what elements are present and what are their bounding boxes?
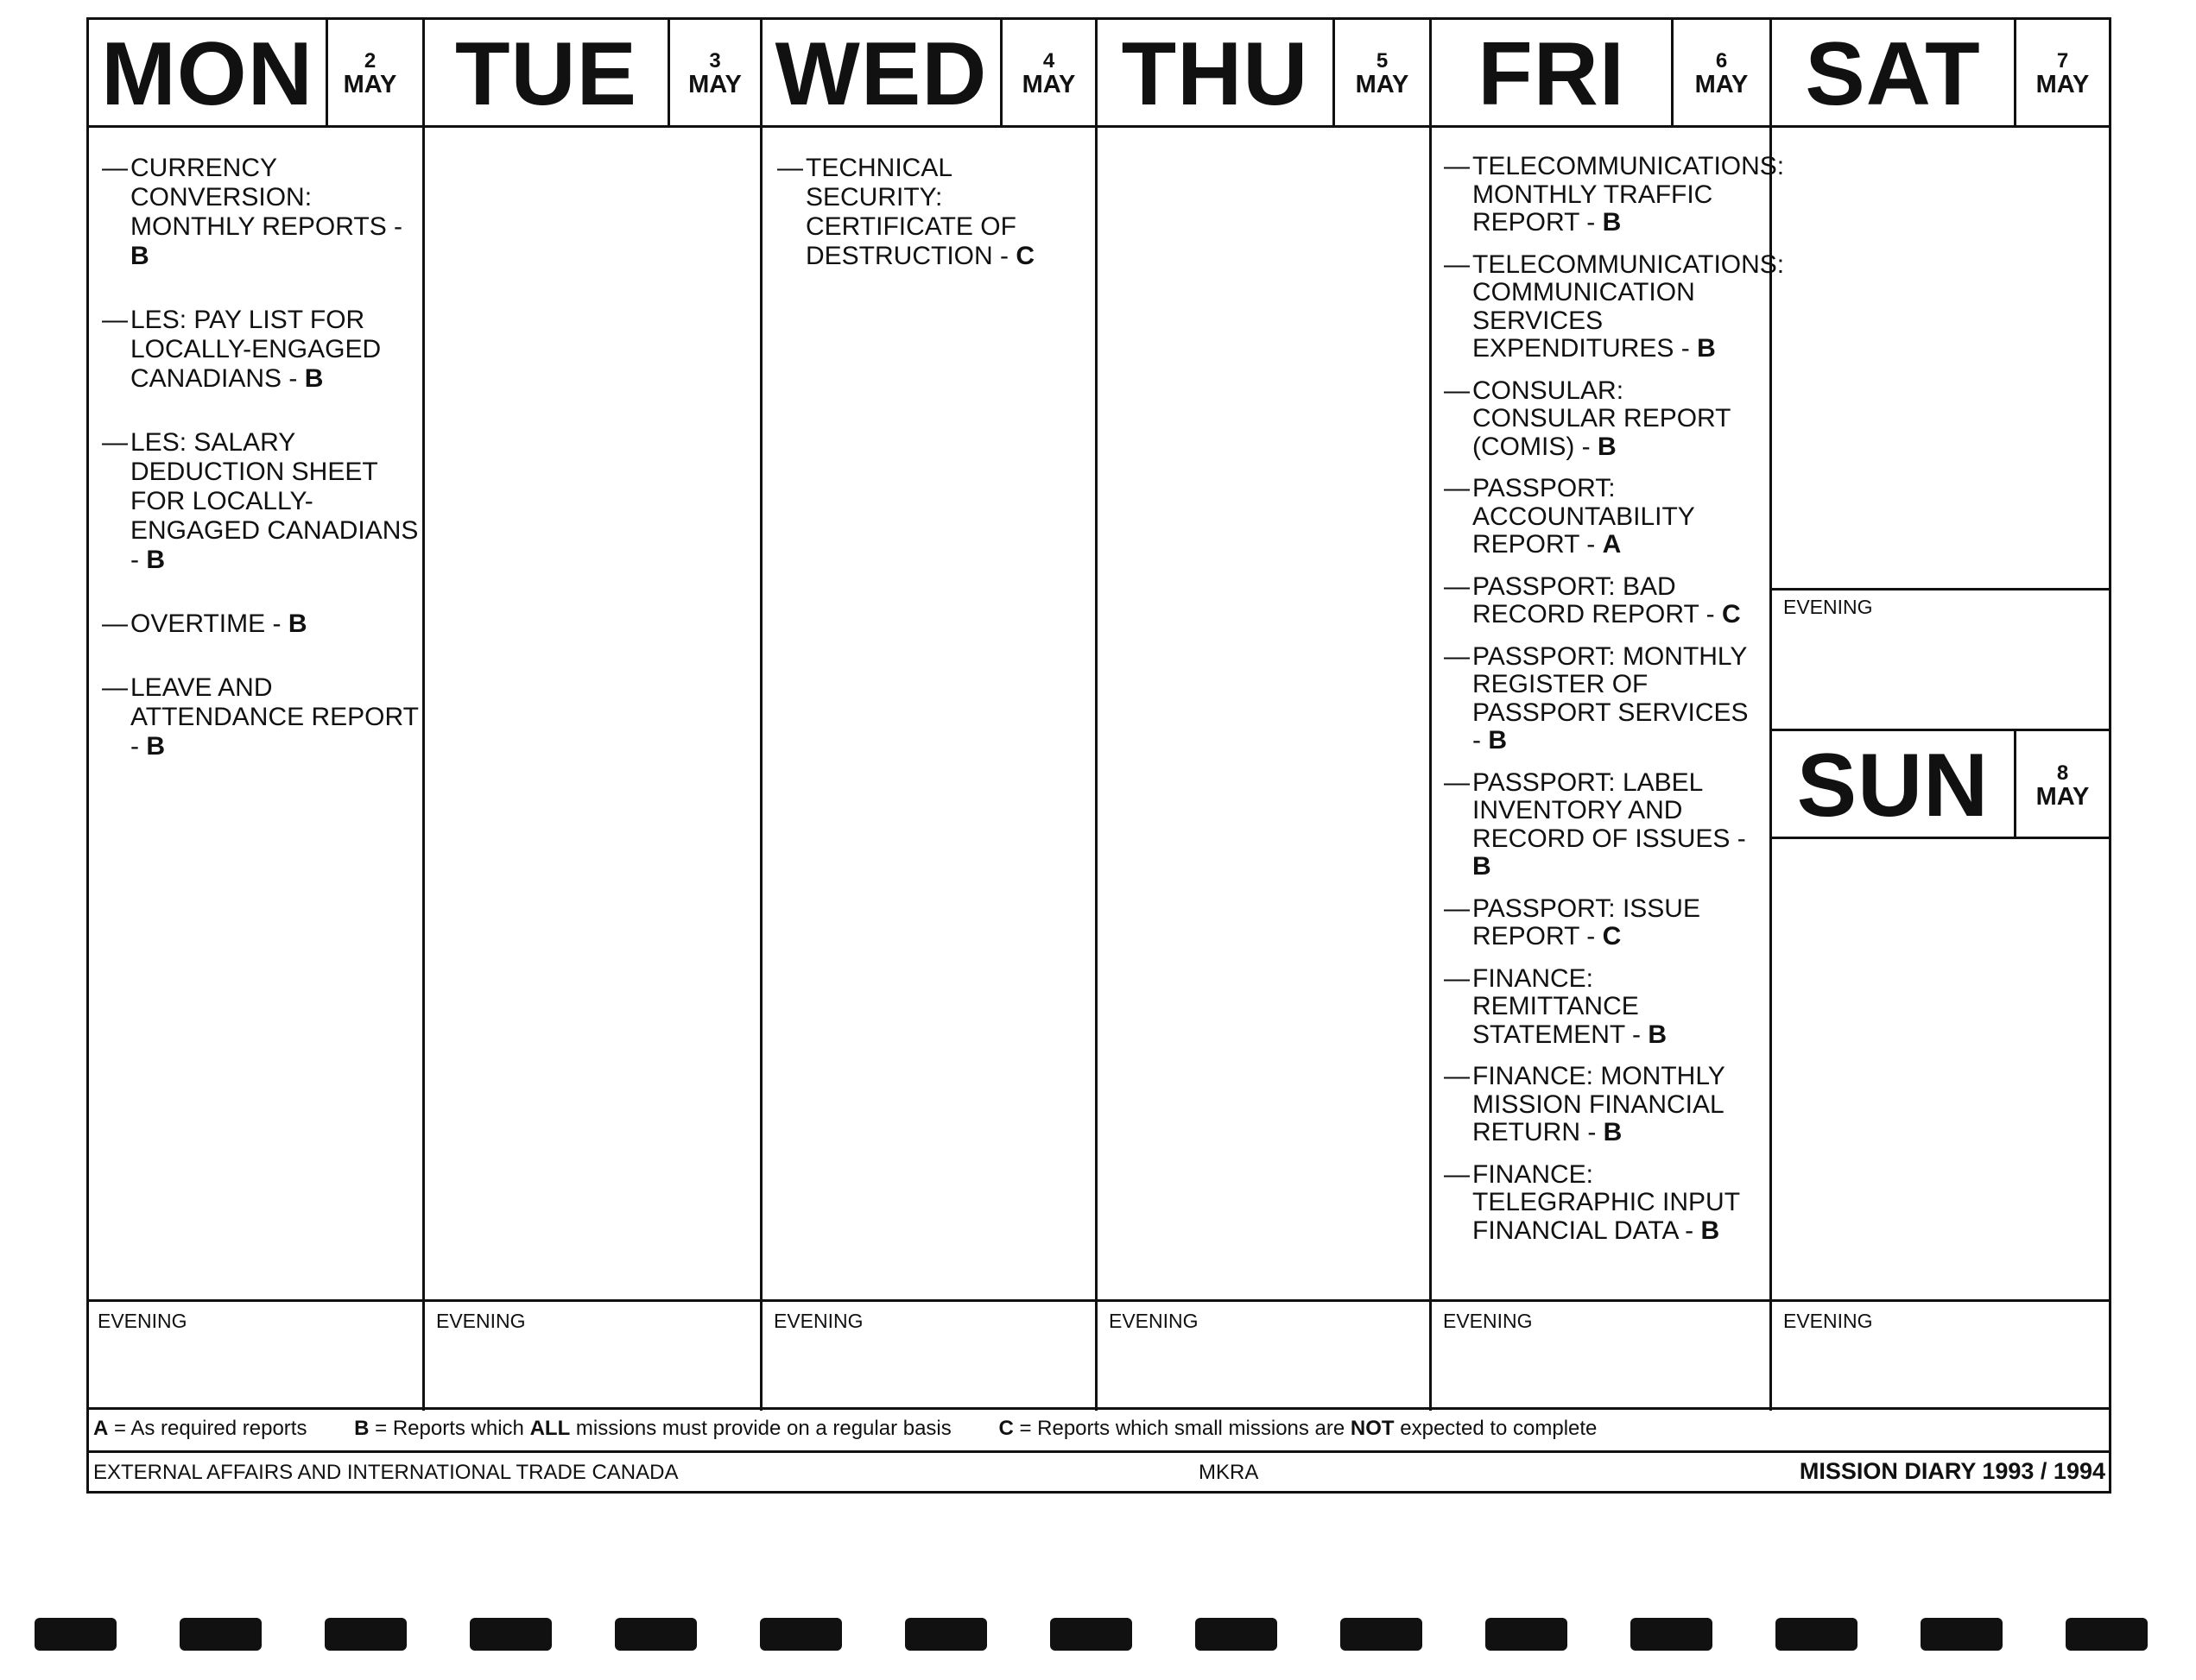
date-wed: 4 MAY xyxy=(1022,49,1076,99)
punch-hole xyxy=(615,1618,697,1651)
footer-title: MISSION DIARY 1993 / 1994 xyxy=(1799,1458,2105,1484)
punch-hole xyxy=(1921,1618,2003,1651)
footer-rule xyxy=(86,1450,2111,1453)
date-sat: 7 MAY xyxy=(2035,49,2090,99)
column-divider xyxy=(422,17,425,1411)
list-item: — PASSPORT: ISSUE REPORT - C xyxy=(1444,895,1763,951)
list-item: — PASSPORT: BAD RECORD REPORT - C xyxy=(1444,573,1763,629)
evening-label-tue: EVENING xyxy=(436,1310,526,1332)
sat-evening-rule xyxy=(1769,588,2111,591)
day-name-sun: SUN xyxy=(1796,736,1990,836)
list-item: — FINANCE: TELEGRAPHIC INPUT FINANCIAL DATA - B xyxy=(1444,1161,1763,1246)
list-item: — PASSPORT: MONTHLY REGISTER OF PASSPORT SERVICES - B xyxy=(1444,643,1763,755)
legend-b: B = Reports which ALL missions must provide on a regular basis xyxy=(354,1417,952,1440)
punch-hole xyxy=(1050,1618,1132,1651)
evening-label-mon: EVENING xyxy=(98,1310,187,1332)
day-name-fri: FRI xyxy=(1478,24,1625,124)
list-item: — CONSULAR: CONSULAR REPORT (COMIS) - B xyxy=(1444,377,1763,462)
punch-hole xyxy=(760,1618,842,1651)
evening-rule xyxy=(86,1299,2111,1302)
list-item: — LEAVE AND ATTENDANCE REPORT - B xyxy=(102,673,420,761)
day-name-mon: MON xyxy=(101,24,313,124)
day-name-thu: THU xyxy=(1121,24,1309,124)
mon-report-list xyxy=(102,154,420,796)
legend-a: A = As required reports xyxy=(93,1417,307,1440)
sun-header-top-rule xyxy=(1769,729,2111,731)
list-item: — TECHNICAL SECURITY: CERTIFICATE OF DESTRUCTION - C xyxy=(777,154,1079,271)
fri-report-list xyxy=(1444,152,1785,1259)
column-divider xyxy=(1095,17,1098,1411)
punch-hole xyxy=(1630,1618,1712,1651)
list-item: — CURRENCY CONVERSION: MONTHLY REPORTS - B xyxy=(102,154,420,271)
punch-hole xyxy=(325,1618,407,1651)
header-rule xyxy=(86,125,2111,128)
list-item: — TELECOMMUNICATIONS: COMMUNICATION SERVICES EXPENDITURES - B xyxy=(1444,251,1763,363)
legend-c: C = Reports which small missions are NOT expected to complete xyxy=(998,1417,1598,1440)
date-mon: 2 MAY xyxy=(343,49,397,99)
list-item: — LES: SALARY DEDUCTION SHEET FOR LOCALLY-ENGAGED CANADIANS - B xyxy=(102,428,420,575)
punch-hole xyxy=(1195,1618,1277,1651)
sun-header-bottom-rule xyxy=(1769,837,2111,839)
evening-label-fri: EVENING xyxy=(1443,1310,1533,1332)
legend xyxy=(93,1417,1638,1441)
list-item: — FINANCE: REMITTANCE STATEMENT - B xyxy=(1444,965,1763,1050)
punch-hole xyxy=(470,1618,552,1651)
date-fri: 6 MAY xyxy=(1694,49,1749,99)
list-item: — PASSPORT: LABEL INVENTORY AND RECORD OF ISSUES - B xyxy=(1444,769,1763,881)
punch-hole xyxy=(905,1618,987,1651)
list-item: — PASSPORT: ACCOUNTABILITY REPORT - A xyxy=(1444,475,1763,559)
date-sun: 8 MAY xyxy=(2035,761,2090,812)
column-divider xyxy=(1769,17,1772,1411)
punch-hole xyxy=(2066,1618,2148,1651)
list-item: — FINANCE: MONTHLY MISSION FINANCIAL RETURN - B xyxy=(1444,1063,1763,1147)
wed-report-list xyxy=(777,154,1079,306)
evening-label-thu: EVENING xyxy=(1109,1310,1199,1332)
list-item: — TELECOMMUNICATIONS: MONTHLY TRAFFIC REPORT - B xyxy=(1444,153,1763,237)
punch-hole xyxy=(1485,1618,1567,1651)
day-name-wed: WED xyxy=(775,24,988,124)
list-item: — LES: PAY LIST FOR LOCALLY-ENGAGED CANADIANS - B xyxy=(102,306,420,394)
evening-label-wed: EVENING xyxy=(774,1310,864,1332)
legend-rule xyxy=(86,1407,2111,1410)
list-item: — OVERTIME - B xyxy=(102,609,420,639)
date-tue: 3 MAY xyxy=(688,49,742,99)
day-name-sat: SAT xyxy=(1805,24,1981,124)
punch-hole xyxy=(180,1618,262,1651)
punch-hole xyxy=(1775,1618,1857,1651)
column-divider xyxy=(1429,17,1432,1411)
day-name-tue: TUE xyxy=(455,24,637,124)
footer-code: MKRA xyxy=(1199,1461,1259,1484)
date-thu: 5 MAY xyxy=(1355,49,1409,99)
column-divider xyxy=(760,17,763,1411)
evening-label-sat-upper: EVENING xyxy=(1783,596,1873,618)
evening-label-sat: EVENING xyxy=(1783,1310,1873,1332)
footer-organization: EXTERNAL AFFAIRS AND INTERNATIONAL TRADE CANADA xyxy=(93,1461,679,1484)
punch-hole xyxy=(1340,1618,1422,1651)
punch-hole xyxy=(35,1618,117,1651)
